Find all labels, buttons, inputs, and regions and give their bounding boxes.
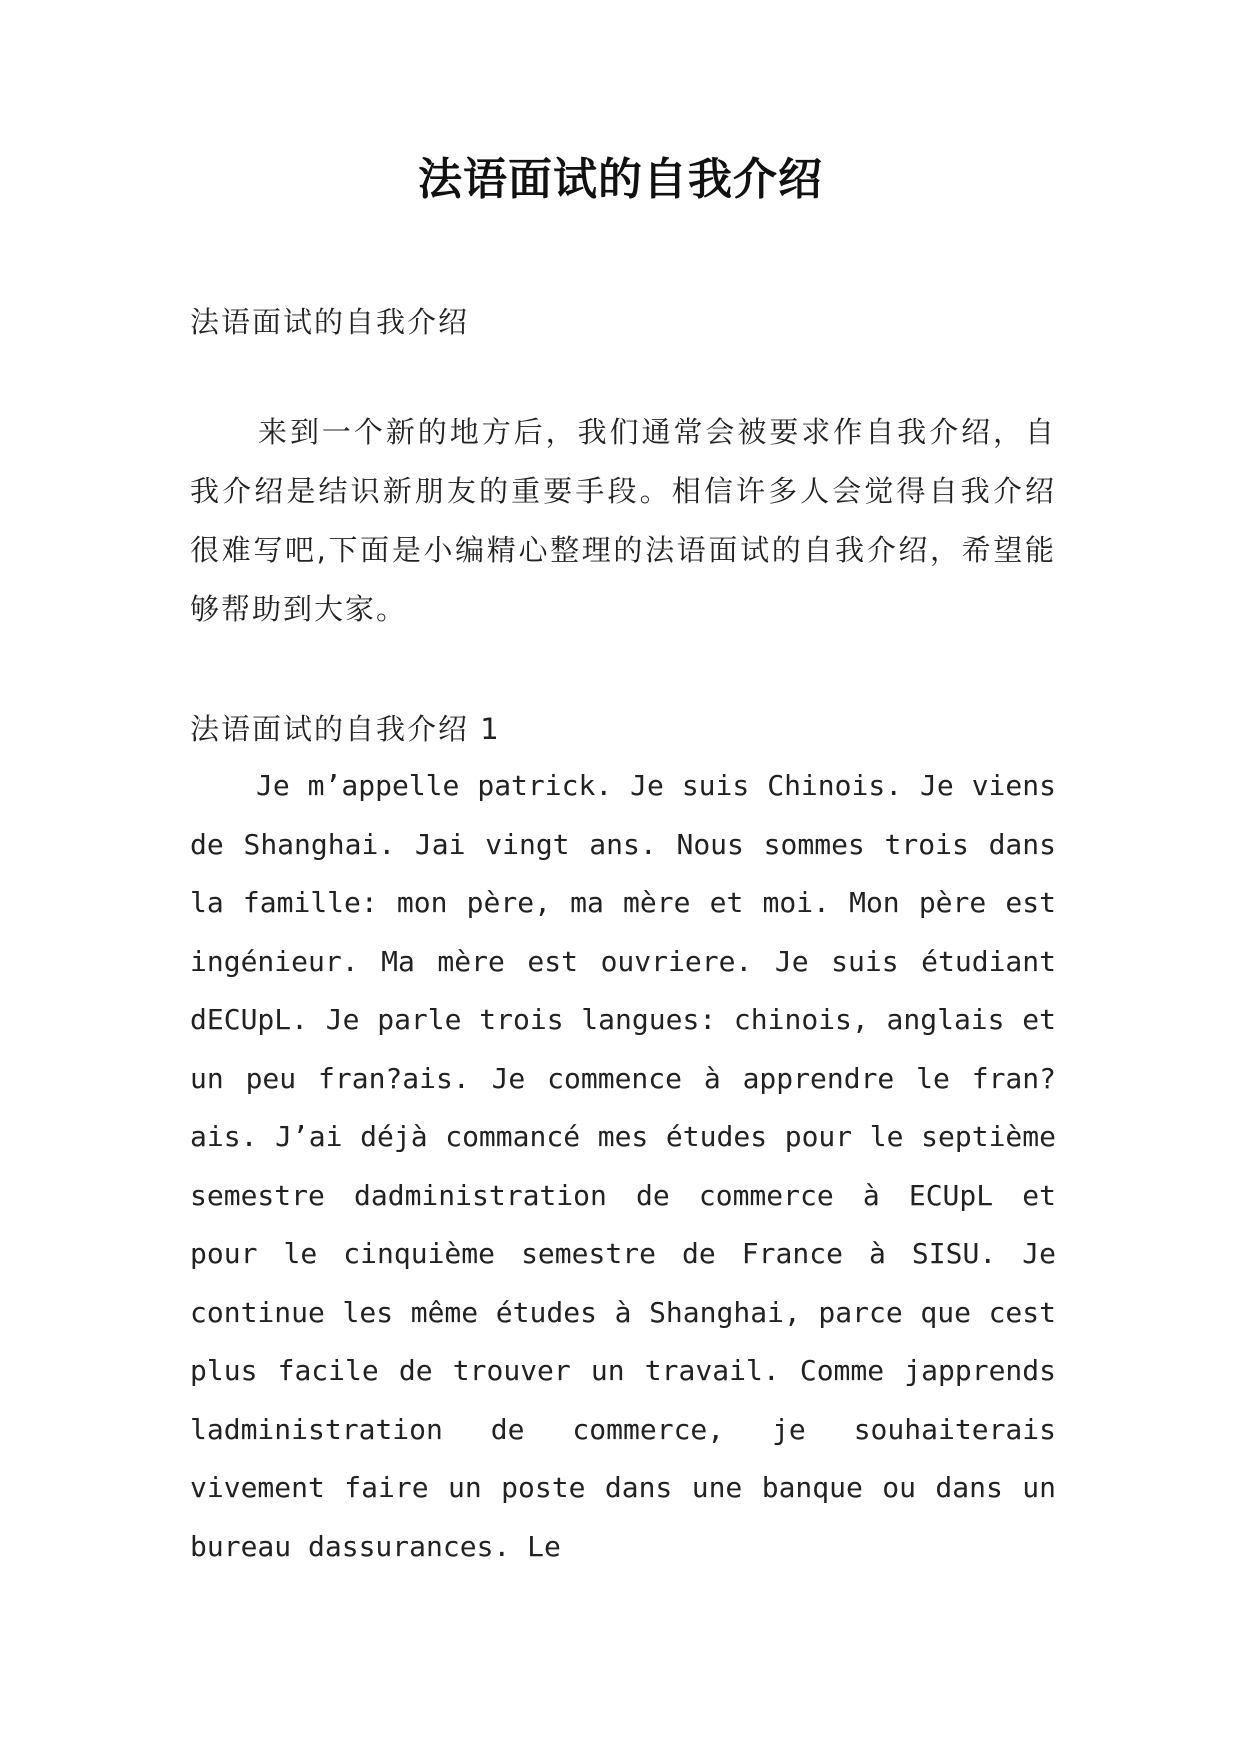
intro-paragraph: 来到一个新的地方后，我们通常会被要求作自我介绍，自我介绍是结识新朋友的重要手段。相信许多人会觉得自我介绍很难写吧,下面是小编精心整理的法语面试的自我介绍，希望能够帮助到大家。 [190,415,1056,626]
subtitle: 法语面试的自我介绍 [190,305,470,339]
section-heading: 法语面试的自我介绍 1 [190,712,501,746]
document-title: 法语面试的自我介绍 [418,154,823,205]
french-self-introduction: Je m’appelle patrick. Je suis Chinois. Je viens de Shanghai. Jai vingt ans. Nous sommes trois dans la famille: mon père, ma mère et moi. Mon père est ingénieur. Ma mère est ouvriere. Je suis étudiant dECUpL. Je parle trois langues: chinois, anglais et un peu fran?ais. Je commence à apprendre le fran?ais. J’ai déjà commancé mes études pour le septième semestre dadministration de commerce à ECUpL et pour le cinquième semestre de France à SISU. Je continue les même études à Shanghai, parce que cest plus facile de trouver un travail. Comme japprends ladministration de commerce, je souhaiterais vivement faire un poste dans une banque ou dans un bureau dassurances. Le [190,769,1056,1563]
